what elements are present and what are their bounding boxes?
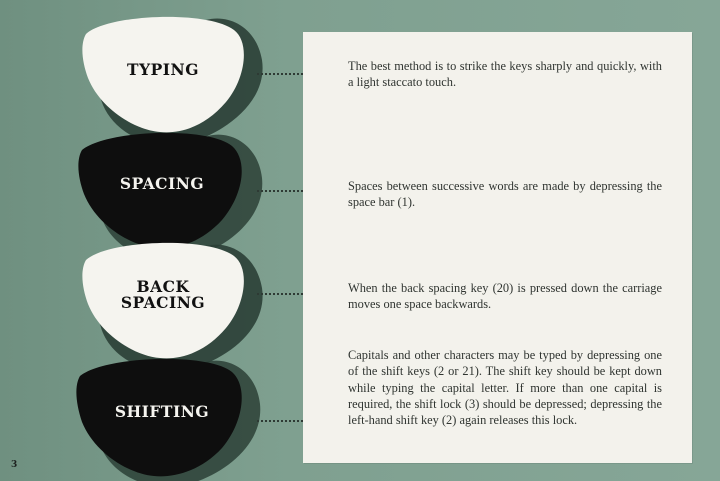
typing-key-label: TYPING xyxy=(127,60,199,79)
spacing-instruction: Spaces between successive words are made by depressing the space bar (1). xyxy=(348,179,662,210)
instruction-panel xyxy=(303,32,692,463)
back-spacing-key-label-line1: BACK xyxy=(136,277,190,296)
back-spacing-key-label-line2: SPACING xyxy=(120,293,206,312)
key-illustrations xyxy=(0,0,300,481)
shifting-instruction: Capitals and other characters may be typed by depressing one of the shift keys (2 or 21). The shift key should be kept down while typing the capital letter. If more than one capital is required, the shift lock (3) should be depressed; depressing the left-hand shift key (2) again releases this lock. xyxy=(348,348,662,428)
shifting-key-label: SHIFTING xyxy=(114,402,210,421)
spacing-key-label: SPACING xyxy=(119,174,205,193)
page-number: 3 xyxy=(11,460,18,470)
typing-instruction: The best method is to strike the keys sharply and quickly, with a light staccato touch. xyxy=(348,59,662,90)
back-spacing-instruction: When the back spacing key (20) is pressed down the carriage moves one space backwards. xyxy=(348,281,662,312)
shifting-key xyxy=(74,352,266,481)
